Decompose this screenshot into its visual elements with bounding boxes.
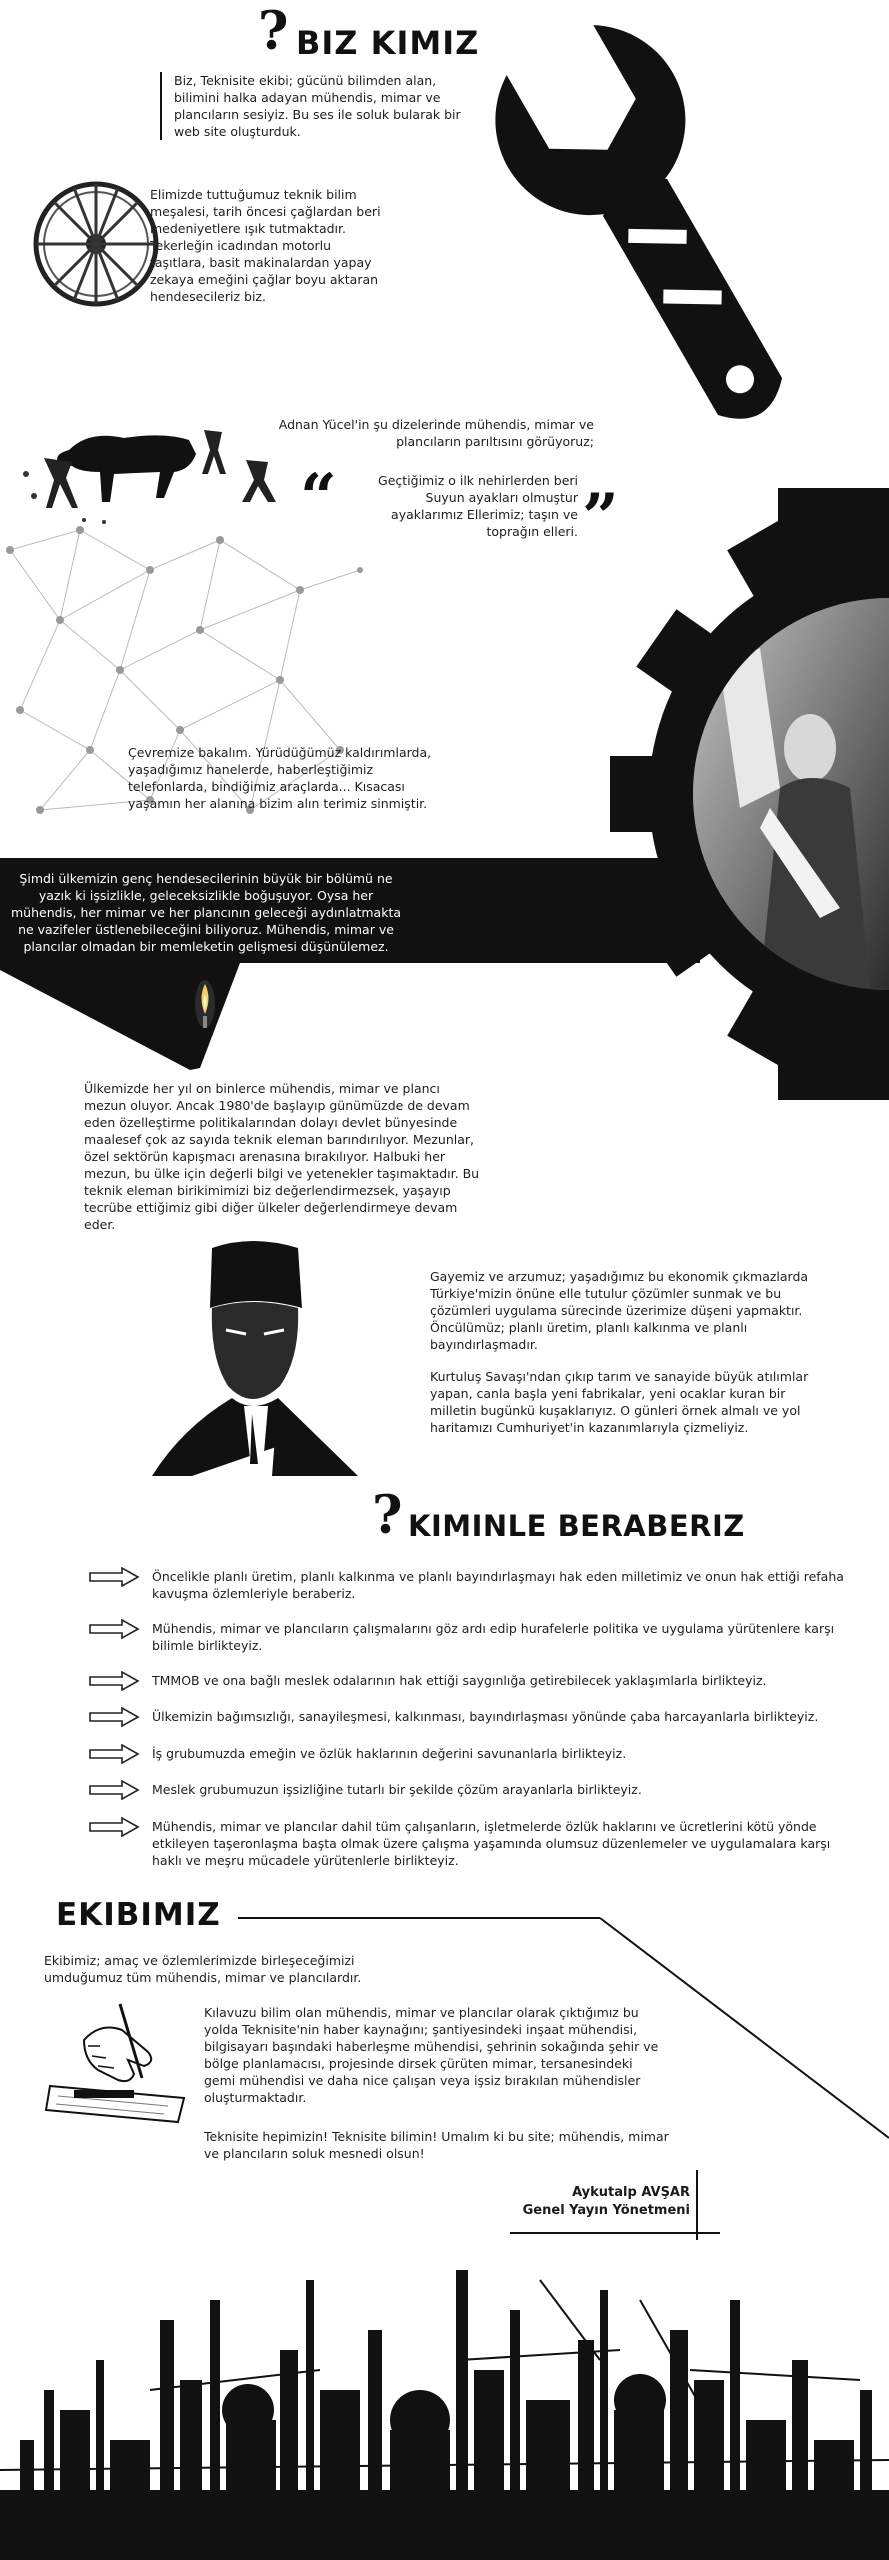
arrow-right-icon xyxy=(88,1780,140,1800)
arrow-right-icon xyxy=(88,1619,140,1639)
list-item-text: Ülkemizin bağımsızlığı, sanayileşmesi, kalkınması, bayındırlaşması yönünde çaba harcayanlarla birlikteyiz. xyxy=(152,1709,819,1724)
list-item-text: Mühendis, mimar ve plancılar dahil tüm çalışanların, işletmelerde özlük haklarını ve ücretlerini kötü yönde etkileyen taşeronlaşma başta olmak üzere çalışma yaşamında olumsuz düzenlemeler ve uygulamalara karşı haklı ve meşru mücadele yürütenlerle birlikteyiz. xyxy=(152,1819,831,1868)
list-item-text: Meslek grubumuzun işsizliğine tutarlı bir şekilde çözüm arayanlarla birlikteyiz. xyxy=(152,1782,642,1797)
team-title: EKIBIMIZ xyxy=(56,1897,221,1933)
about-intro: Biz, Teknisite ekibi; gücünü bilimden alan, bilimini halka adayan mühendis, mimar ve plancıların sesiyiz. Bu ses ile soluk bularak bir web site oluşturduk. xyxy=(174,73,461,139)
list-item xyxy=(88,1568,848,1602)
about-title: BIZ KIMIZ xyxy=(296,24,480,62)
graduates-text: Ülkemizde her yıl on binlerce mühendis, mimar ve plancı mezun oluyor. Ancak 1980'de başlayıp günümüzde de devam eden özelleştirme politikalarından dolayı devlet bünyesinde maalesef çok az sayıda teknik eleman barındırılıyor. Mezunlar, özel sektörün kapışmacı arenasına bırakılıyor. Halbuki her mezun, bu ülke için değerli bilgi ve yetenekler taşımaktadır. Bu teknik eleman birikimimizi biz değerlendirmezsek, yaşayıp tecrübe ettiğimiz gibi diğer ülkeler değerlendirmeye devam eder. xyxy=(84,1081,480,1232)
arrow-right-icon xyxy=(88,1744,140,1764)
wrench-icon xyxy=(490,12,820,452)
list-item-text: Mühendis, mimar ve plancıların çalışmalarını göz ardı edip hurafelerle politika ve uygulama yürütenlere karşı bilimle birlikteyiz. xyxy=(152,1621,835,1653)
signature-block xyxy=(500,2170,720,2240)
arrow-right-icon xyxy=(88,1817,140,1837)
unemployment-banner xyxy=(0,858,889,1098)
author-name: Aykutalp AVŞAR xyxy=(572,2185,690,2200)
author-role: Genel Yayın Yönetmeni xyxy=(522,2203,690,2218)
with-whom-title-group xyxy=(372,1485,752,1550)
banner-text: Şimdi ülkemizin genç hendesecilerinin büyük bir bölümü ne yazık ki işsizlikle, geleceksizlikle boğuşuyor. Oysa her mühendis, her mimar ve her plancının geleceği aydınlatmakta ne vazifeler üstlenebileceğini biliyoruz. Mühendis, mimar ve plancılar olmadan bir memleketin gelişmesi düşünülemez. xyxy=(10,871,402,954)
close-quote-icon: ” xyxy=(582,480,619,555)
list-item-text: İş grubumuzda emeğin ve özlük haklarının değerini savunanlarla birlikteyiz. xyxy=(152,1746,627,1761)
team-closing: Teknisite hepimizin! Teknisite bilimin! Umalım ki bu site; mühendis, mimar ve plancıların soluk mesnedi olsun! xyxy=(204,2129,669,2161)
intro-rule xyxy=(160,72,162,140)
candle-icon xyxy=(190,980,220,1044)
list-item xyxy=(88,1818,848,1869)
about-title-group xyxy=(258,1,518,64)
everywhere-text: Çevremize bakalım. Yürüdüğümüz kaldırımlarda, yaşadığımız hanelerde, haberleştiğimiz telefonlarda, bindiğimiz araçlarda... Kısacası yaşamın her alanına bizim alın terimiz sinmiştir. xyxy=(128,745,432,811)
signature-rule-horizontal xyxy=(510,2232,720,2234)
list-item xyxy=(88,1672,848,1691)
team-intro: Ekibimiz; amaç ve özlemlerimizde birleşeceğimizi umduğumuz tüm mühendis, mimar ve plancılardır. xyxy=(44,1953,362,1985)
open-quote-icon: “ xyxy=(300,460,337,535)
arrow-right-icon xyxy=(88,1707,140,1727)
arrow-right-icon xyxy=(88,1671,140,1691)
list-item-text: Öncelikle planlı üretim, planlı kalkınma ve planlı bayındırlaşmayı hak eden milletimiz ve onun hak ettiği refaha kavuşma özlemleriyle beraberiz. xyxy=(152,1569,844,1601)
question-mark-icon-2: ? xyxy=(372,1485,403,1546)
about-history: Elimizde tuttuğumuz teknik bilim meşalesi, tarih öncesi çağlardan beri medeniyetlere ışık tutmaktadır. Tekerleğin icadından motorlu taşıtlara, basit makinalardan yapay zekaya emeğini çağlar boyu aktaran hendesecileriz biz. xyxy=(150,187,381,304)
list-item xyxy=(88,1781,848,1800)
signature-rule-vertical xyxy=(696,2170,698,2240)
list-item-text: TMMOB ve ona bağlı meslek odalarının hak ettiği saygınlığa getirebilecek yaklaşımlarla birlikteyiz. xyxy=(152,1673,767,1688)
team-detail: Kılavuzu bilim olan mühendis, mimar ve plancılar olarak çıktığımız bu yolda Teknisite'nin haber kaynağını; şantiyesindeki inşaat mühendisi, bilgisayarı başındaki haberleşme mühendisi, şehrinin sokağında şehir ve bölge planlamacısı, projesinde dirsek çürüten mimar, tersanesindeki gemi mühendisi ve daha nice çalışan veya işsiz bırakılan mühendisler oluşturmaktadır. xyxy=(204,2005,659,2105)
list-item xyxy=(88,1708,848,1727)
poem-intro: Adnan Yücel'in şu dizelerinde mühendis, mimar ve plancıların parıltısını görüyoruz; xyxy=(278,417,594,449)
list-item xyxy=(88,1620,848,1654)
with-whom-title: KIMINLE BERABERIZ xyxy=(408,1509,745,1543)
arrow-right-icon xyxy=(88,1567,140,1587)
wheel-icon xyxy=(30,178,162,310)
history2-text: Kurtuluş Savaşı'ndan çıkıp tarım ve sanayide büyük atılımlar yapan, canla başla yeni fabrikalar, yeni ocaklar kuran bir milletin bugünkü kuşaklarıyız. O günleri örnek almalı ve yol haritamızı Cumhuriyet'in kazanımlarıyla çizmeliyiz. xyxy=(430,1369,809,1435)
question-mark-icon: ? xyxy=(258,1,289,62)
poem-quote: Geçtiğimiz o ilk nehirlerden beri Suyun ayakları olmuştur ayaklarımız Ellerimiz; taşın ve toprağın elleri. xyxy=(378,473,578,539)
ataturk-portrait-image xyxy=(152,1238,358,1476)
goal-text: Gayemiz ve arzumuz; yaşadığımız bu ekonomik çıkmazlarda Türkiye'mizin önüne elle tutulur çözümler sunmak ve bu çözümleri uygulama sürecinde üzerimize düşeni yapmaktır. Öncülümüz; planlı üretim, planlı kalkınma ve planlı bayındırlaşmadır. xyxy=(430,1269,809,1352)
hand-writing-image xyxy=(44,2000,194,2126)
list-item xyxy=(88,1745,848,1764)
industrial-skyline-image xyxy=(0,2240,889,2560)
